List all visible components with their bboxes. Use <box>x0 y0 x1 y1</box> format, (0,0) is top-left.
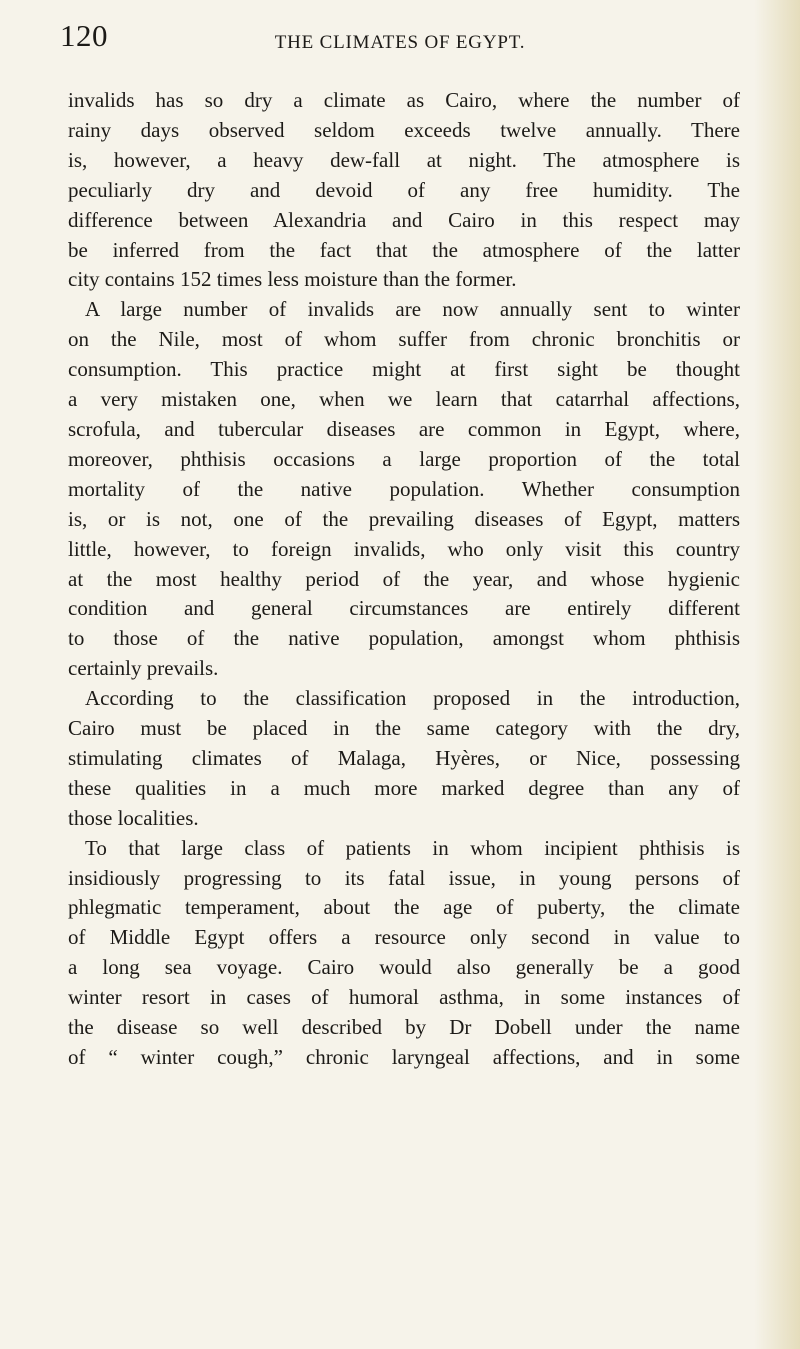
text-line: stimulating climates of Malaga, Hyères, or Nice, possessing <box>68 745 740 770</box>
text-line: to those of the native population, amongst whom phthisis <box>68 626 740 651</box>
text-line: the disease so well described by Dr Dobell under the name <box>68 1015 740 1040</box>
text-line: difference between Alexandria and Cairo in this respect may <box>68 207 740 232</box>
page-number: 120 <box>60 18 108 53</box>
text-line: mortality of the native population. Whether consumption <box>68 476 740 501</box>
text-line: rainy days observed seldom exceeds twelve annually. There <box>68 117 740 142</box>
text-line: invalids has so dry a climate as Cairo, where the number of <box>68 88 740 112</box>
text-line: insidiously progressing to its fatal issue, in young persons of <box>68 865 740 890</box>
text-line: To that large class of patients in whom incipient phthisis is <box>85 835 740 860</box>
text-line: those localities. <box>68 805 199 830</box>
text-line: Cairo must be placed in the same category with the dry, <box>68 716 740 741</box>
text-line: city contains 152 times less moisture than the former. <box>68 267 517 292</box>
text-line: moreover, phthisis occasions a large proportion of the total <box>68 446 740 471</box>
text-line: of “ winter cough,” chronic laryngeal affections, and in some <box>68 1045 740 1069</box>
text-line: be inferred from the fact that the atmosphere of the latter <box>68 237 740 262</box>
text-line: a long sea voyage. Cairo would also generally be a good <box>68 955 740 980</box>
page-edge-shadow <box>754 0 800 1349</box>
text-line: consumption. This practice might at first sight be thought <box>68 357 740 382</box>
text-line: phlegmatic temperament, about the age of puberty, the climate <box>68 895 740 920</box>
text-line: on the Nile, most of whom suffer from chronic bronchitis or <box>68 327 740 352</box>
text-line: is, or is not, one of the prevailing diseases of Egypt, matters <box>68 506 740 531</box>
text-line: at the most healthy period of the year, and whose hygienic <box>68 566 740 591</box>
text-line: A large number of invalids are now annually sent to winter <box>85 297 740 322</box>
text-line: little, however, to foreign invalids, who only visit this country <box>68 536 740 561</box>
text-line: certainly prevails. <box>68 656 219 681</box>
text-line: is, however, a heavy dew-fall at night. The atmosphere is <box>68 147 740 172</box>
body-text <box>68 86 740 1073</box>
text-line: scrofula, and tubercular diseases are common in Egypt, where, <box>68 416 740 441</box>
text-line: a very mistaken one, when we learn that catarrhal affections, <box>68 387 740 412</box>
text-line: According to the classification proposed in the introduction, <box>85 686 740 711</box>
text-line: of Middle Egypt offers a resource only second in value to <box>68 925 740 950</box>
text-line: condition and general circumstances are entirely different <box>68 596 740 621</box>
text-line: peculiarly dry and devoid of any free humidity. The <box>68 177 740 202</box>
text-line: winter resort in cases of humoral asthma, in some instances of <box>68 985 740 1010</box>
running-head: THE CLIMATES OF EGYPT. <box>274 32 526 53</box>
text-line: these qualities in a much more marked degree than any of <box>68 775 740 800</box>
